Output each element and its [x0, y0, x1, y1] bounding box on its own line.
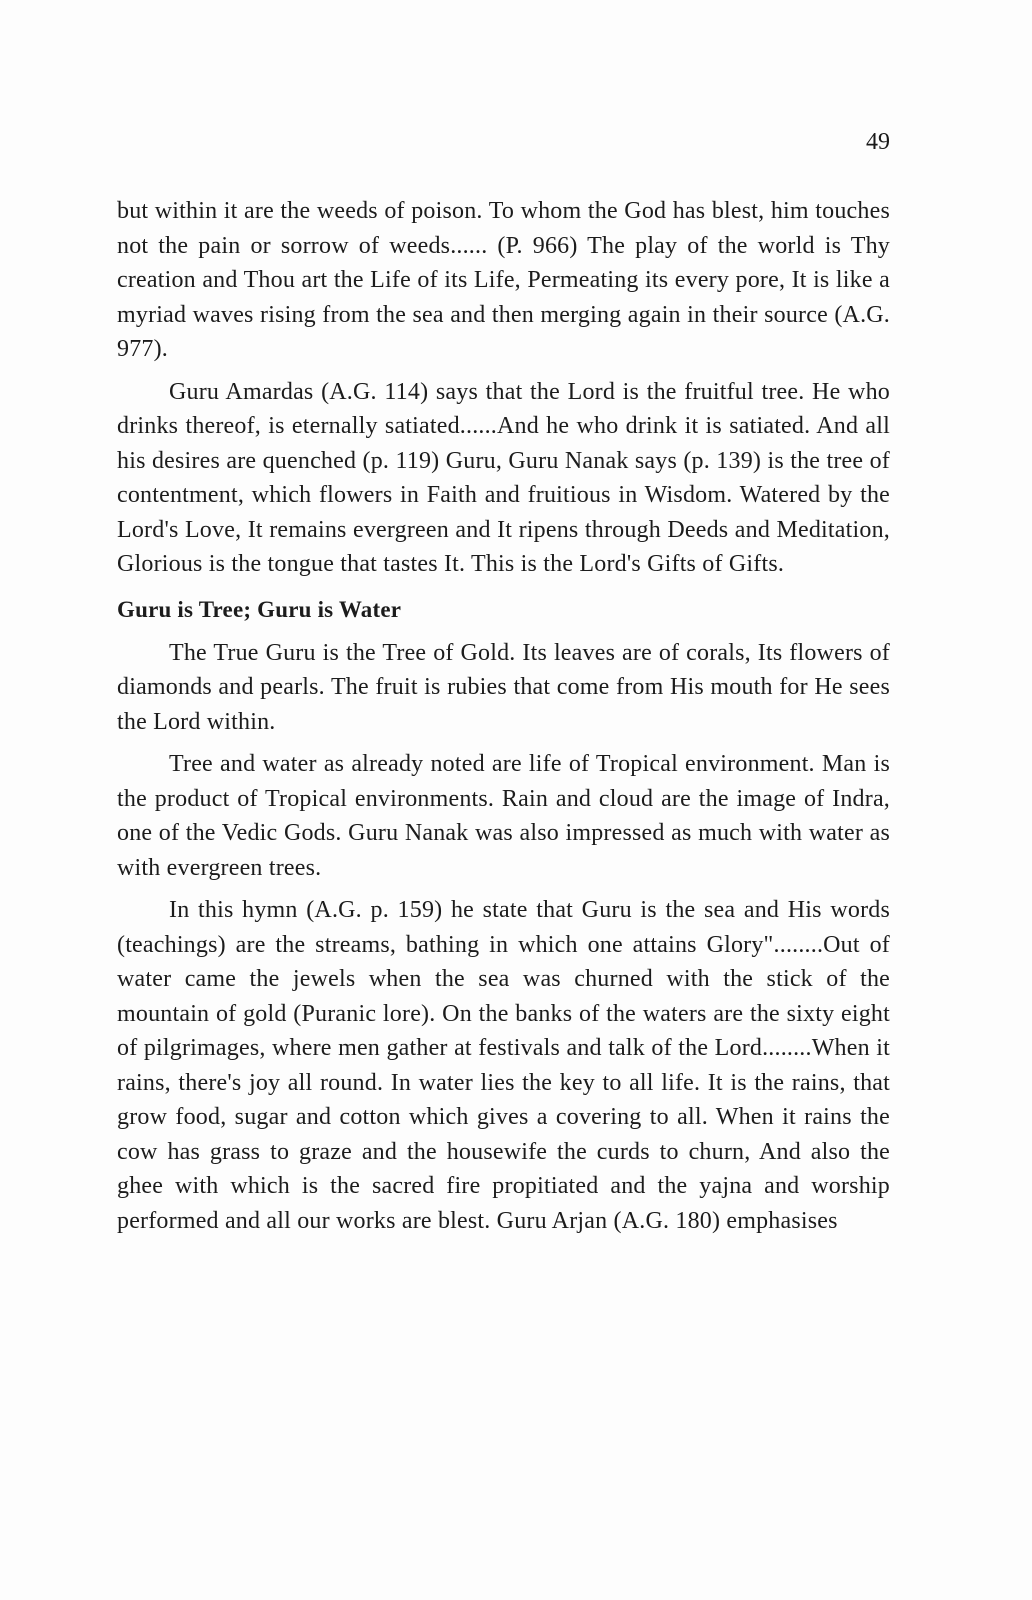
- paragraph-hymn: In this hymn (A.G. p. 159) he state that Guru is the sea and His words (teachings) are the streams, bathing in which one attains Glory"........Out of water came the jewels when the sea was churned with the stick of the mountain of gold (Puranic lore). On the banks of the waters are the sixty eight of pilgrimages, where men gather at festivals and talk of the Lord........When it rains, there's joy all round. In water lies the key to all life. It is the rains, that grow food, sugar and cotton which gives a covering to all. When it rains the cow has grass to graze and the housewife the curds to churn, And also the ghee with which is the sacred fire propitiated and the yajna and worship performed and all our works are blest. Guru Arjan (A.G. 180) emphasises: [117, 897, 890, 1234]
- page-body: [117, 194, 890, 1238]
- section-heading: Guru is Tree; Guru is Water: [117, 596, 402, 622]
- page-number: 49: [866, 129, 890, 155]
- paragraph-true-guru: The True Guru is the Tree of Gold. Its leaves are of corals, Its flowers of diamonds and pearls. The fruit is rubies that come from His mouth for He sees the Lord within.: [117, 639, 890, 735]
- paragraph-tree-and-water: Tree and water as already noted are life of Tropical environment. Man is the product of Tropical environments. Rain and cloud are the image of Indra, one of the Vedic Gods. Guru Nanak was also impressed as much with water as with evergreen trees.: [117, 751, 890, 881]
- paragraph-continuation: but within it are the weeds of poison. To whom the God has blest, him touches not the pain or sorrow of weeds...... (P. 966) The play of the world is Thy creation and Thou art the Life of its Life, Permeating its every pore, It is like a myriad waves rising from the sea and then merging again in their source (A.G. 977).: [117, 198, 890, 362]
- paragraph-guru-amardas: Guru Amardas (A.G. 114) says that the Lord is the fruitful tree. He who drinks thereof, is eternally satiated......And he who drink it is satiated. And all his desires are quenched (p. 119) Guru, Guru Nanak says (p. 139) is the tree of contentment, which flowers in Faith and fruitious in Wisdom. Watered by the Lord's Love, It remains evergreen and It ripens through Deeds and Meditation, Glorious is the tongue that tastes It. This is the Lord's Gifts of Gifts.: [117, 378, 890, 577]
